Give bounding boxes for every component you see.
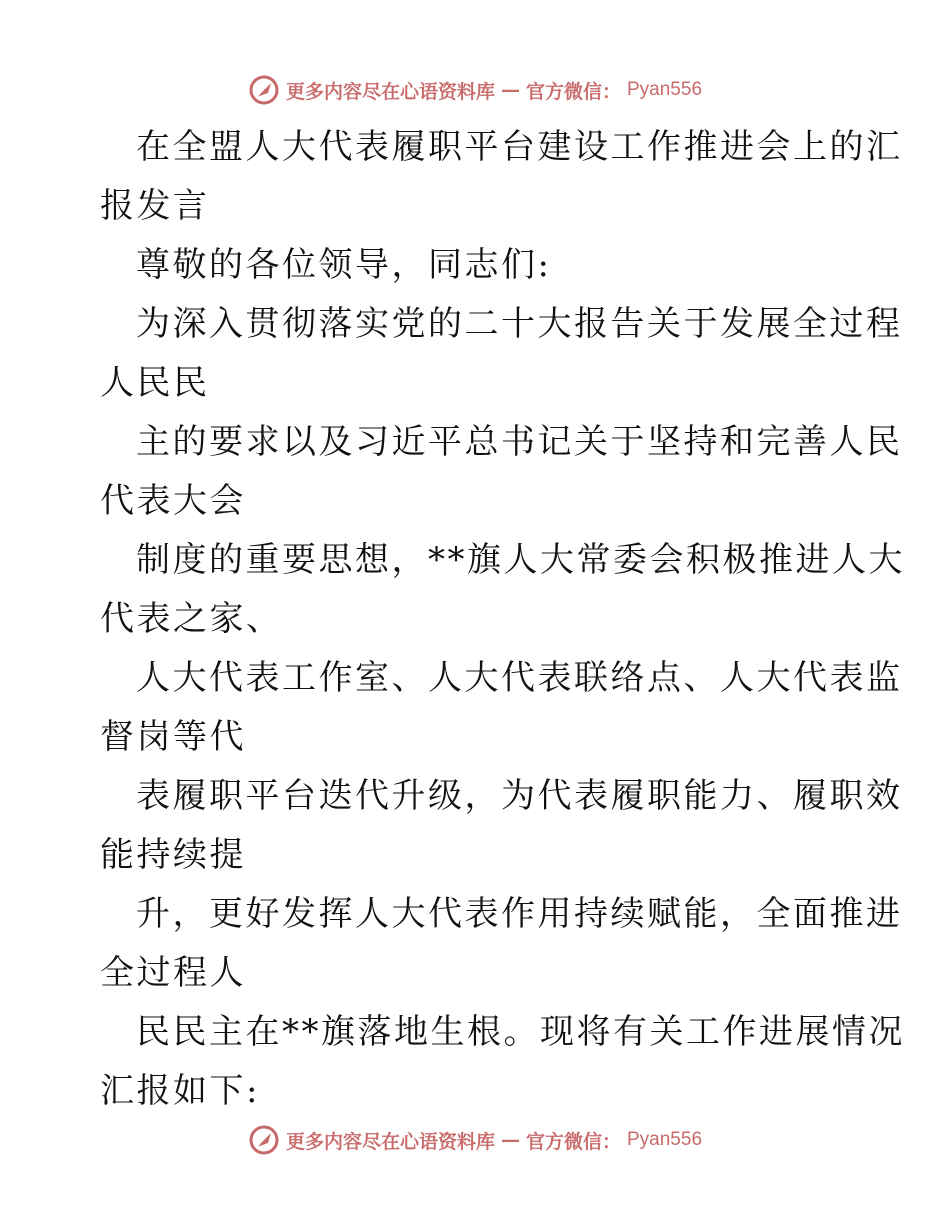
header-watermark <box>0 70 950 110</box>
paragraph-line: 全过程人 <box>100 953 246 993</box>
watermark-account: Pyan556 <box>627 79 703 100</box>
paragraph-line: 制度的重要思想，**旗人大常委会积极推进人大 <box>136 540 905 580</box>
paragraph-line: 在全盟人大代表履职平台建设工作推进会上的汇 <box>136 127 903 167</box>
paragraph-line: 为深入贯彻落实党的二十大报告关于发展全过程 <box>136 304 903 344</box>
paragraph-line: 代表之家、 <box>100 599 283 639</box>
paragraph-line: 代表大会 <box>100 481 246 521</box>
watermark-separator: — <box>500 79 520 101</box>
paragraph-line: 督岗等代 <box>100 717 246 757</box>
watermark-separator: — <box>500 1129 520 1151</box>
paragraph-line: 汇报如下: <box>100 1071 260 1111</box>
paragraph-line: 人大代表工作室、人大代表联络点、人大代表监 <box>136 658 903 698</box>
paragraph-line: 升，更好发挥人大代表作用持续赋能，全面推进 <box>136 894 903 934</box>
paragraph-line: 表履职平台迭代升级，为代表履职能力、履职效 <box>136 776 903 816</box>
paragraph-line: 尊敬的各位领导，同志们: <box>136 245 552 285</box>
watermark-label: 更多内容尽在心语资料库 <box>285 80 495 103</box>
paragraph-line: 能持续提 <box>100 835 246 875</box>
paragraph-line: 主的要求以及习近平总书记关于坚持和完善人民 <box>136 422 903 462</box>
watermark-account: Pyan556 <box>627 1129 703 1150</box>
paragraph-line: 报发言 <box>100 186 210 226</box>
quill-logo-icon <box>248 74 280 106</box>
watermark-contact: 官方微信： <box>525 80 621 103</box>
paragraph-line: 民民主在**旗落地生根。现将有关工作进展情况 <box>136 1012 905 1052</box>
document-body <box>100 118 905 1121</box>
paragraph-line: 人民民 <box>100 363 210 403</box>
footer-watermark <box>0 1120 950 1160</box>
quill-logo-icon <box>248 1124 280 1156</box>
watermark-label: 更多内容尽在心语资料库 <box>285 1130 495 1153</box>
watermark-contact: 官方微信： <box>525 1130 621 1153</box>
